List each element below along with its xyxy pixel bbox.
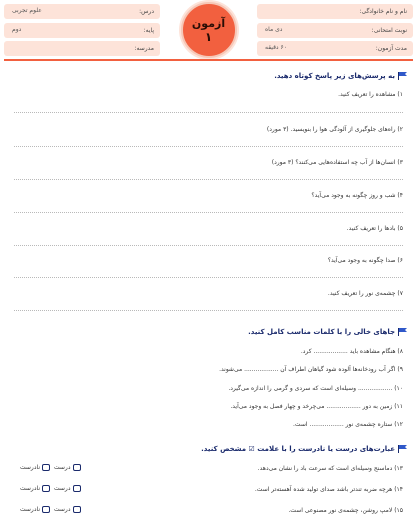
false-option[interactable]: [20, 485, 50, 492]
checkbox[interactable]: [73, 506, 81, 513]
header-left-column: [4, 2, 160, 58]
section3-title: [201, 445, 407, 453]
section1-title-text: به پرسش‌های زیر پاسخ کوتاه دهید.: [274, 72, 395, 80]
duration-value: ۶۰ دقیقه: [265, 44, 287, 51]
answer-line[interactable]: [14, 112, 403, 113]
fill-blank-12[interactable]: ۱۲) ستاره چشمه‌ی نور .................. است.: [293, 421, 403, 428]
flag-icon: [398, 72, 407, 80]
checkbox[interactable]: [42, 506, 50, 513]
answer-line[interactable]: [14, 146, 403, 147]
checkbox[interactable]: [73, 464, 81, 471]
header-divider: [4, 59, 413, 61]
subject-field: [4, 4, 160, 19]
true-false-options: [20, 464, 81, 471]
school-field[interactable]: [4, 41, 160, 56]
false-label: نادرست: [20, 506, 40, 513]
fill-blank-11[interactable]: ۱۱) زمین به دور .................. می‌چرخد و چهار فصل به وجود می‌آید.: [230, 403, 403, 410]
question-6: ۶) صدا چگونه به وجود می‌آید؟: [327, 257, 403, 264]
name-label: نام و نام خانوادگی:: [359, 8, 407, 15]
true-label: درست: [54, 506, 71, 513]
answer-line[interactable]: [14, 245, 403, 246]
badge-number: ۱: [204, 29, 213, 44]
subject-label: درس:: [139, 8, 154, 15]
checkbox[interactable]: [42, 485, 50, 492]
true-option[interactable]: [54, 506, 81, 513]
true-false-options: [20, 485, 81, 492]
fill-blank-8[interactable]: ۸) هنگام مشاهده باید .................. کرد.: [300, 348, 403, 355]
grade-field: [4, 23, 160, 38]
fill-blank-9[interactable]: ۹) اگر آب رودخانه‌ها آلوده شود گیاهان اطراف آن .................. می‌شوند.: [219, 366, 403, 373]
exam-turn-field: [257, 23, 413, 38]
question-2: ۲) راه‌های جلوگیری از آلودگی هوا را بنویسید. (۳ مورد): [266, 126, 403, 133]
false-option[interactable]: [20, 464, 50, 471]
question-7: ۷) چشمه‌ی نور را تعریف کنید.: [327, 290, 403, 297]
answer-line[interactable]: [14, 277, 403, 278]
true-false-13: ۱۳) دماسنج وسیله‌ای است که سرعت باد را نشان می‌دهد.: [257, 465, 403, 472]
true-option[interactable]: [54, 485, 81, 492]
answer-line[interactable]: [14, 179, 403, 180]
flag-icon: [398, 328, 407, 336]
true-false-14: ۱۴) هرچه ضربه تندتر باشد صدای تولید شده آهسته‌تر است.: [254, 486, 403, 493]
question-3: ۳) انسان‌ها از آب چه استفاده‌هایی می‌کنند؟ (۳ مورد): [271, 159, 403, 166]
badge-title: آزمون: [191, 16, 226, 30]
exam-turn-value: دی ماه: [265, 25, 283, 33]
section2-title: [248, 328, 407, 336]
header-right-column: [257, 2, 413, 58]
true-false-options: [20, 506, 81, 513]
fill-blank-10[interactable]: ۱۰) .................. وسیله‌ای است که سردی و گرمی را اندازه می‌گیرد.: [228, 385, 403, 392]
question-5: ۵) بادها را تعریف کنید.: [346, 225, 403, 232]
question-4: ۴) شب و روز چگونه به وجود می‌آید؟: [311, 192, 403, 199]
section1-title: [274, 72, 407, 80]
duration-field: [257, 41, 413, 56]
duration-label: مدت آزمون:: [375, 45, 407, 52]
true-label: درست: [54, 485, 71, 492]
grade-label: پایه:: [143, 26, 154, 34]
answer-line[interactable]: [14, 212, 403, 213]
header-center: [160, 2, 257, 58]
exam-badge: [181, 2, 237, 58]
true-option[interactable]: [54, 464, 81, 471]
false-option[interactable]: [20, 506, 50, 513]
exam-turn-label: نوبت امتحانی:: [371, 26, 407, 34]
section3-title-text: عبارت‌های درست یا نادرست را با علامت ☑ مشخص کنید.: [201, 445, 395, 453]
false-label: نادرست: [20, 485, 40, 492]
subject-value: علوم تجربی: [12, 7, 42, 14]
true-label: درست: [54, 464, 71, 471]
name-field[interactable]: [257, 4, 413, 19]
answer-line[interactable]: [14, 310, 403, 311]
checkbox[interactable]: [42, 464, 50, 471]
checkbox[interactable]: [73, 485, 81, 492]
flag-icon: [398, 445, 407, 453]
school-label: مدرسه:: [134, 45, 154, 52]
exam-header: [4, 2, 413, 58]
question-1: ۱) مشاهده را تعریف کنید.: [338, 91, 403, 98]
false-label: نادرست: [20, 464, 40, 471]
grade-value: دوم: [12, 25, 22, 33]
section2-title-text: جاهای خالی را با کلمات مناسب کامل کنید.: [248, 328, 395, 336]
true-false-15: ۱۵) لامپ روشن، چشمه‌ی نور مصنوعی است.: [288, 507, 403, 514]
